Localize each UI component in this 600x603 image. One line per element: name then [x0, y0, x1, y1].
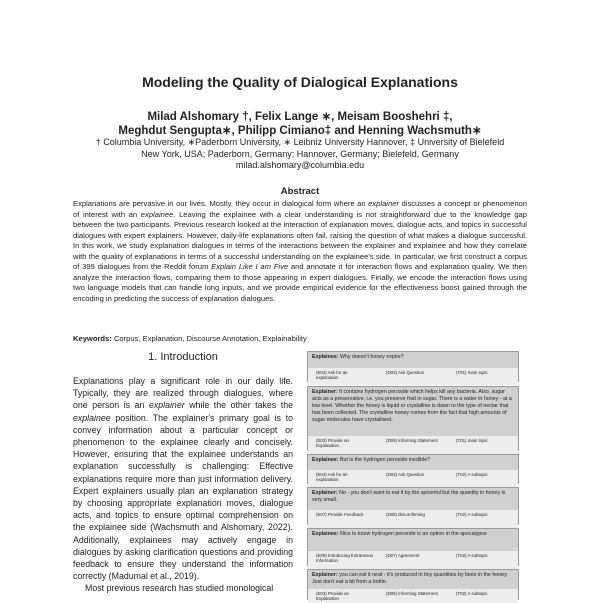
- affiliations: [40, 137, 560, 172]
- speaker-label: Explainer:: [312, 572, 338, 578]
- introduction-body: [73, 375, 293, 595]
- dialogue-turn: [307, 569, 519, 600]
- abstract-text: [73, 199, 527, 304]
- intro-emph: explainer: [148, 400, 185, 411]
- speaker-label: Explainee:: [312, 531, 339, 537]
- abstract-emph: explainee: [140, 209, 174, 219]
- intro-paragraph-2: Most previous research has studied monological: [85, 583, 274, 594]
- dialogue-act-tag: (D08) Disconfirming: [386, 512, 425, 517]
- turn-tags: [308, 551, 518, 569]
- section-heading-introduction: 1. Introduction: [148, 351, 218, 363]
- explanation-move-tag: (E04) Ask for an explanation: [316, 370, 348, 381]
- explanation-move-tag: (E09) Introducing Extraneous Information: [316, 553, 374, 564]
- turn-text: [308, 570, 518, 589]
- turn-text: [308, 488, 518, 510]
- dialogue-turn: [307, 528, 519, 566]
- dialogue-figure: [307, 351, 519, 600]
- abstract-emph: Explain Like I am Five: [211, 262, 289, 271]
- keywords-text: Corpus, Explanation, Discourse Annotation, Explainability: [111, 334, 307, 343]
- turn-text: [308, 455, 518, 470]
- turn-tags: [308, 436, 518, 454]
- utterance: But is the hydrogen peroxide inedible?: [338, 457, 431, 463]
- turn-tags: [308, 470, 518, 487]
- utterance: you can eat it neat - it's produced in tiny quantities by bees in the honey. Just don't eat a bit from a bottle.: [312, 572, 508, 585]
- speaker-label: Explainee:: [312, 457, 339, 463]
- turn-tags: [308, 510, 518, 528]
- topic-tag: (T02) A subtopic: [456, 553, 488, 558]
- explanation-move-tag: (E03) Provide an Explanation: [316, 591, 349, 602]
- intro-seg: while the other takes the: [184, 400, 293, 411]
- intro-seg: Explanations play a significant role in our daily life. Typically, they are realized through dialogues, where one person is an: [73, 376, 293, 411]
- authors-line-2: Meghdut Sengupta∗, Philipp Cimiano‡ and Henning Wachsmuth∗: [118, 125, 482, 137]
- contact-email[interactable]: milad.alshomary@columbia.edu: [235, 160, 365, 170]
- speaker-label: Explainer:: [312, 389, 338, 395]
- turn-text: [308, 387, 518, 436]
- dialogue-act-tag: (D06) Informing Statement: [386, 438, 438, 443]
- dialogue-turn: [307, 454, 519, 484]
- keywords-label: Keywords:: [73, 334, 112, 343]
- speaker-label: Explainer:: [312, 490, 338, 496]
- intro-seg: position. The explainer's primary goal is to convey information about a particular concept or phenomenon to the explainee clearly and concisely. However, ensuring that the explainee understands an explanation successfully is challenging: Effective explanations require more than just information delivery. Expert explainers usually plan an explanation strategy by choosing appropriate explanation moves, dialogue acts, and topics to ensure optimal comprehension on the explainee side (Wachsmuth and Alshomary, 2022). Additionally, explainees may actively engage in dialogues by asking clarification questions and providing feedback to ensure they understand the information correctly (Madumal et al., 2019).: [73, 412, 293, 582]
- topic-tag: (T02) A subtopic: [456, 472, 488, 477]
- explanation-move-tag: (E07) Provide Feedback: [316, 512, 364, 517]
- topic-tag: (T02) A subtopic: [456, 512, 488, 517]
- abstract-emph: explainer: [368, 199, 399, 208]
- topic-tag: (T01) main topic: [456, 438, 488, 443]
- utterance: Nice to know hydrogen peroxide is an option in the apocalypse: [338, 531, 487, 537]
- speaker-label: Explainee:: [312, 354, 339, 360]
- dialogue-act-tag: (D07) Agreement: [386, 553, 420, 558]
- affiliation-line-2: New York, USA; Paderborn, Germany; Hannover, Germany; Bielefeld, Germany: [141, 148, 459, 159]
- turn-tags: [308, 368, 518, 385]
- turn-text: [308, 529, 518, 551]
- turn-text: [308, 352, 518, 368]
- dialogue-turn: [307, 386, 519, 451]
- dialogue-act-tag: (D03) Ask Question: [386, 370, 425, 375]
- abstract-seg: discusses a concept or phenomenon of interest with an: [73, 199, 527, 219]
- topic-tag: (T02) A subtopic: [456, 591, 488, 596]
- utterance: No - you don't want to eat it by the spoonful but the quantity in honey is very small.: [312, 490, 506, 503]
- author-list: [40, 110, 560, 138]
- affiliation-line-1: † Columbia University, ∗Paderborn University, ∗ Leibniz University Hannover, ‡ University of Bielefeld: [95, 137, 505, 147]
- utterance: It contains hydrogen peroxide which helps kill any bacteria. Also, sugar acts as a preservative, i.e. you preserve fruit in sugar. There is a water in honey - at a low level. Whether the honey is liquid or crystalline is down to the type of nectar that has been collected. The crystalline honey comes from the fact that high amounts of sugar molecules have crystallised.: [312, 389, 512, 423]
- abstract-seg: Explanations are pervasive in our lives. Mostly, they occur in dialogical form where an: [73, 199, 369, 208]
- paper-title: Modeling the Quality of Dialogical Explanations: [142, 74, 458, 90]
- dialogue-act-tag: (D03) Ask Question: [386, 472, 425, 477]
- dialogue-act-tag: (D06) Informing Statement: [386, 591, 438, 596]
- topic-tag: (T01) main topic: [456, 370, 488, 375]
- dialogue-turn: [307, 351, 519, 382]
- explanation-move-tag: (E04) Ask for an explanation: [316, 472, 348, 483]
- abstract-seg: and annotate it for interaction flows and explanation quality. We then analyze the interaction flows, comparing them to those appearing in expert dialogues. Finally, we encode the interaction flows using two language models that can handle long inputs, and we provide empirical evidence for the effectiveness boost gained through the encoding in predicting the success of explanation dialogues.: [73, 262, 528, 303]
- intro-emph: explainee: [73, 412, 111, 423]
- authors-line-1: Milad Alshomary †, Felix Lange ∗, Meisam Booshehri ‡,: [147, 111, 453, 123]
- explanation-move-tag: (E03) Provide an Explanation: [316, 438, 349, 449]
- abstract-heading: Abstract: [280, 186, 320, 197]
- intro-paragraph-1: [73, 375, 293, 582]
- utterance: Why doesn't honey expire?: [338, 354, 404, 360]
- abstract-seg: . Leaving the explainee with a clear understanding is not straightforward due to the knowledge gap between the two participants. Previous research looked at the interaction of explanation moves, dialogue acts, and topics in successful dialogues with expert explainers. However, daily-life explanations often fail, raising the question of what makes a dialogue successful. In this work, we study explanation dialogues in terms of the interactions between the explainer and explainee and how they correlate with the quality of explanations in terms of a successful understanding on the explainee's side. In particular, we first construct a corpus of 399 dialogues from the Reddit forum: [73, 209, 527, 271]
- turn-tags: [308, 589, 518, 603]
- dialogue-turn: [307, 487, 519, 525]
- keywords: [73, 334, 527, 343]
